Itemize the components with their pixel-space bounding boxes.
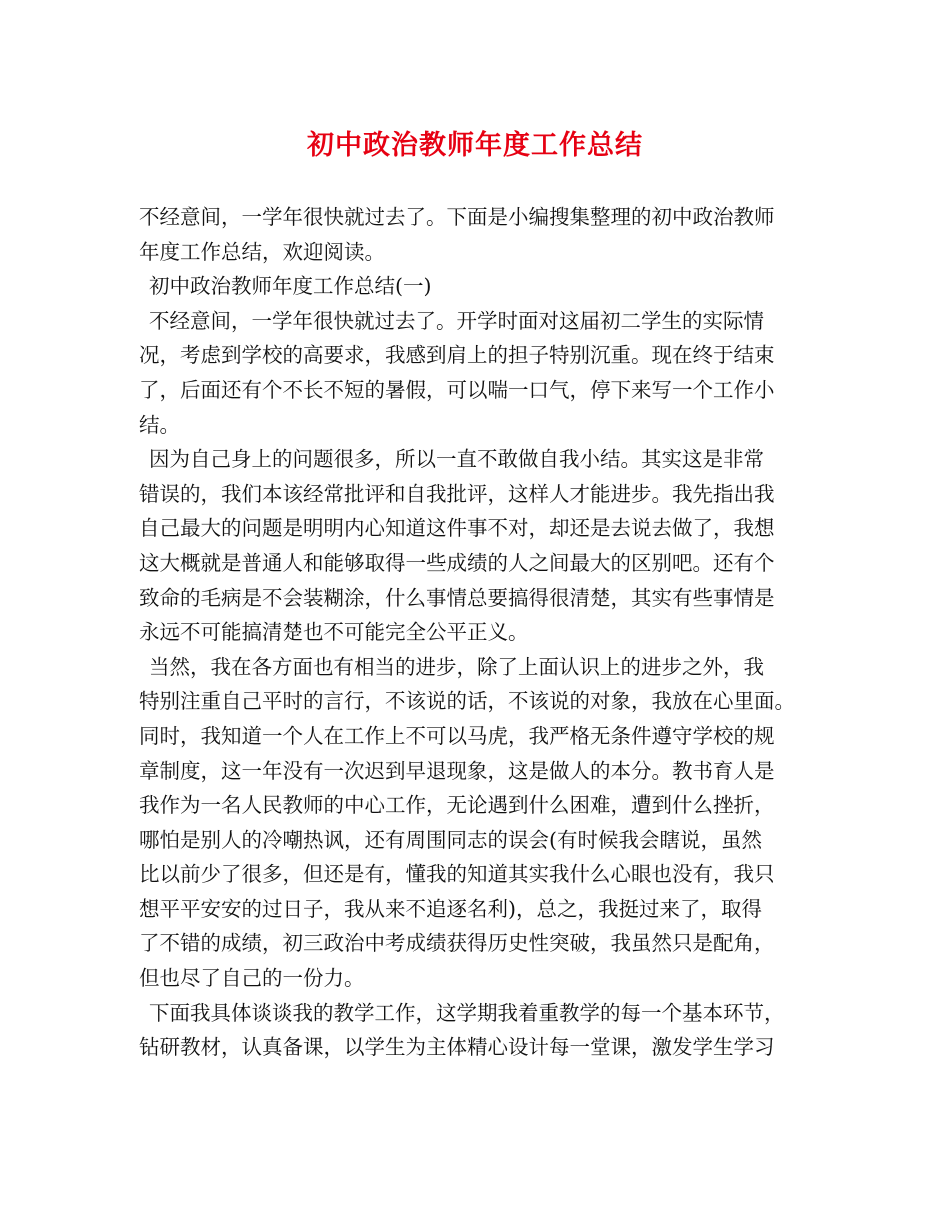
body-text-line: 下面我具体谈谈我的教学工作，这学期我着重教学的每一个基本环节， bbox=[149, 1000, 785, 1025]
body-text-line: 初中政治教师年度工作总结(一) bbox=[149, 274, 432, 299]
document-body bbox=[139, 200, 829, 1065]
body-text-line: 同时，我知道一个人在工作上不可以马虎，我严格无条件遵守学校的规 bbox=[139, 723, 775, 748]
body-text-line: 这大概就是普通人和能够取得一些成绩的人之间最大的区别吧。还有个 bbox=[139, 550, 775, 575]
body-text-line: 因为自己身上的问题很多，所以一直不敢做自我小结。其实这是非常 bbox=[149, 447, 764, 472]
body-text-line: 但也尽了自己的一份力。 bbox=[139, 966, 365, 991]
body-text-line: 了，后面还有个不长不短的暑假，可以喘一口气，停下来写一个工作小 bbox=[139, 377, 775, 402]
document-title: 初中政治教师年度工作总结 bbox=[307, 130, 643, 161]
body-text-line: 哪怕是别人的冷嘲热讽，还有周围同志的误会(有时候我会瞎说，虽然 bbox=[139, 827, 762, 852]
body-text-line: 年度工作总结，欢迎阅读。 bbox=[139, 239, 385, 264]
body-text-line: 当然，我在各方面也有相当的进步，除了上面认识上的进步之外，我 bbox=[149, 654, 764, 679]
body-text-line: 钻研教材，认真备课，以学生为主体精心设计每一堂课，激发学生学习 bbox=[139, 1035, 775, 1060]
body-text-line: 不经意间，一学年很快就过去了。开学时面对这届初二学生的实际情 bbox=[149, 308, 764, 333]
body-text-line: 我作为一名人民教师的中心工作，无论遇到什么困难，遭到什么挫折， bbox=[139, 793, 775, 818]
body-text-line: 不经意间，一学年很快就过去了。下面是小编搜集整理的初中政治教师 bbox=[139, 205, 775, 229]
body-text-line: 自己最大的问题是明明内心知道这件事不对，却还是去说去做了，我想 bbox=[139, 516, 775, 541]
body-text-line: 结。 bbox=[139, 412, 180, 437]
body-text-line: 比以前少了很多，但还是有，懂我的知道其实我什么心眼也没有，我只 bbox=[139, 862, 775, 887]
body-text-line: 特别注重自己平时的言行，不该说的话，不该说的对象，我放在心里面。 bbox=[139, 689, 795, 714]
body-text-line: 致命的毛病是不会装糊涂，什么事情总要搞得很清楚，其实有些事情是 bbox=[139, 585, 775, 610]
body-text-line: 况，考虑到学校的高要求，我感到肩上的担子特别沉重。现在终于结束 bbox=[139, 343, 775, 368]
body-text-line: 了不错的成绩，初三政治中考成绩获得历史性突破，我虽然只是配角， bbox=[139, 931, 775, 956]
body-text-line: 想平平安安的过日子，我从来不追逐名利)，总之，我挺过来了，取得 bbox=[139, 896, 762, 921]
body-text-line: 永远不可能搞清楚也不可能完全公平正义。 bbox=[139, 620, 529, 645]
body-text-line: 章制度，这一年没有一次迟到早退现象，这是做人的本分。教书育人是 bbox=[139, 758, 775, 783]
body-text-line: 错误的，我们本该经常批评和自我批评，这样人才能进步。我先指出我 bbox=[139, 481, 775, 506]
